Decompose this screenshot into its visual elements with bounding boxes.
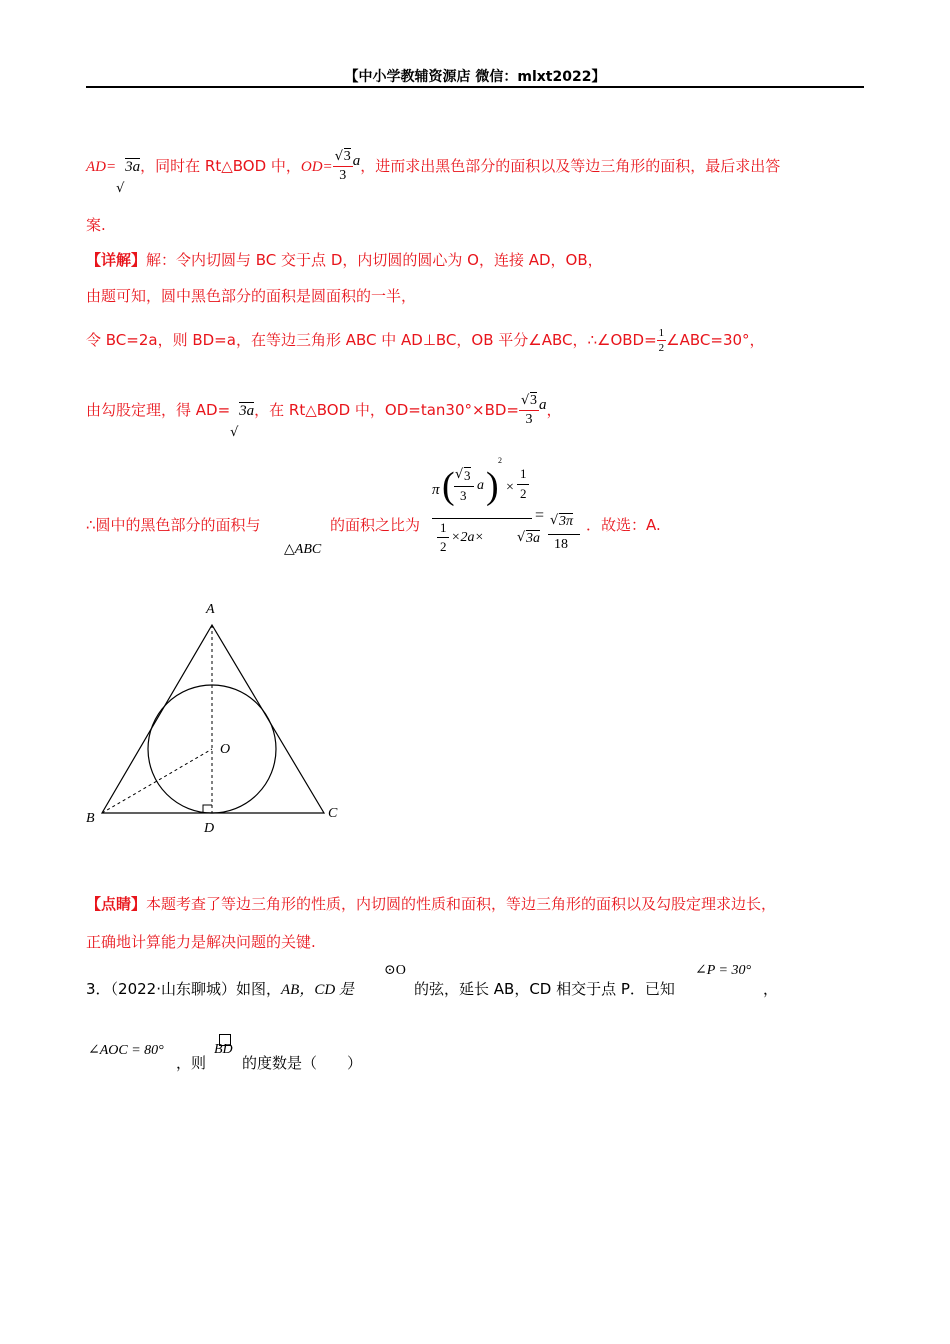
header-rule	[86, 86, 864, 88]
line5-pre: 令 BC=2a，则 BD=a，在等边三角形 ABC 中 AD⊥BC，OB 平分∠ABC，∴∠OBD=	[86, 331, 657, 349]
result-den: 18	[554, 537, 568, 552]
triangle-abc-label: △ABC	[284, 542, 322, 557]
label-A: A	[206, 602, 215, 617]
comment-line-1	[86, 893, 776, 914]
triangle-incircle-figure	[80, 598, 360, 843]
half-num: 1	[520, 466, 527, 481]
page-header: 【中小学教辅资源店 微信：mlxt2022】	[344, 69, 606, 85]
comment-label: 【点睛】	[86, 895, 147, 913]
answer-prefix: ．故选：	[586, 516, 647, 534]
line6-post: ，	[546, 401, 562, 419]
root3-inner: √ 3	[455, 468, 471, 483]
analysis-line-6	[86, 374, 562, 436]
label-B: B	[86, 811, 95, 826]
line6-pre: 由勾股定理，得 AD=	[86, 401, 231, 419]
paren-left: (	[442, 465, 455, 507]
ratio-fraction	[432, 456, 540, 562]
angle-aoc: ∠AOC = 80°	[88, 1043, 164, 1058]
ratio-mid: 的面积之比为	[330, 516, 421, 534]
comment-line-2: 正确地计算能力是解决问题的关键.	[86, 933, 316, 951]
root3a-term: √ 3a	[116, 159, 140, 175]
question-then: ，则	[176, 1054, 207, 1072]
detail-line	[86, 249, 603, 270]
circle-o-symbol	[384, 962, 406, 979]
right-angle-mark	[203, 805, 212, 813]
inner-a: a	[477, 478, 484, 493]
angle-p: ∠P = 30°	[695, 963, 752, 978]
circle-o-text: ⊙O	[384, 963, 406, 978]
fraction-one-half: $\frac{1}{2}$	[658, 327, 665, 354]
triangle-abc	[102, 625, 324, 813]
exponent: 2	[498, 456, 502, 465]
den-rest: ×2a×	[451, 530, 484, 545]
od-label: OD=	[300, 159, 333, 175]
analysis-line-2: 案.	[86, 216, 106, 234]
var-a: a	[352, 153, 361, 169]
question-chords: AB，CD 是	[281, 982, 354, 998]
half-den: 2	[520, 486, 527, 501]
ratio-post	[586, 514, 661, 535]
answer-value: A.	[646, 516, 661, 534]
comment-text-1: 本题考查了等边三角形的性质，内切圆的性质和面积，等边三角形的面积以及勾股定理求边长，	[146, 895, 777, 913]
inner-fraction-bar	[454, 486, 474, 487]
question-mid: 的弦，延长 AB，CD 相交于点 P．已知	[414, 980, 675, 998]
line5-post: ∠ABC=30°，	[666, 331, 765, 349]
line1-mid: ，同时在 Rt△BOD 中，	[140, 157, 301, 175]
question-ask: 的度数是（ ）	[242, 1054, 363, 1072]
question-comma: ，	[763, 980, 779, 998]
ratio-pre: ∴圆中的黑色部分的面积与	[86, 516, 261, 534]
pi-symbol: π	[432, 482, 440, 498]
den-half-bar	[437, 537, 449, 538]
label-C: C	[328, 806, 338, 821]
analysis-line-5	[86, 314, 765, 366]
detail-text: 解：令内切圆与 BC 交于点 D，内切圆的圆心为 O，连接 AD，OB，	[146, 251, 603, 269]
label-O: O	[220, 742, 231, 757]
den-half-den: 2	[440, 539, 447, 554]
line1-tail: ，进而求出黑色部分的面积以及等边三角形的面积，最后求出答	[360, 157, 781, 175]
times-sign: ×	[506, 480, 514, 495]
result-bar	[548, 534, 580, 535]
den-half-num: 1	[440, 520, 447, 535]
question-source: （2022·山东聊城）如图，	[110, 980, 281, 998]
question-number: 3．	[86, 980, 111, 998]
analysis-line-4: 由题可知，圆中黑色部分的面积是圆面积的一半，	[86, 287, 417, 305]
detail-label: 【详解】	[86, 251, 147, 269]
half-bar	[517, 484, 529, 485]
main-fraction-bar	[432, 518, 532, 519]
root3a-term-2: √ 3a	[230, 403, 254, 419]
result-fraction	[548, 514, 584, 564]
den-root: √ 3a	[517, 531, 540, 546]
question-3-line-1	[86, 978, 354, 999]
inner-den: 3	[460, 488, 467, 503]
arc-bd: BD	[214, 1042, 233, 1057]
equals-sign: =	[535, 507, 545, 524]
result-num: √ 3π	[550, 514, 573, 529]
fraction-root3-over-3: √ $\frac{3}{3}$	[333, 148, 353, 185]
var-a-2: a	[539, 397, 547, 413]
paren-right: )	[486, 465, 499, 507]
line6-mid: ，在 Rt△BOD 中，OD=tan30°×BD=	[254, 401, 519, 419]
ad-label: AD=	[86, 159, 117, 175]
analysis-line-1	[86, 130, 780, 192]
fraction-root3-over-3-b: √ $\frac{3}{3}$	[519, 392, 539, 429]
label-D: D	[204, 821, 215, 836]
